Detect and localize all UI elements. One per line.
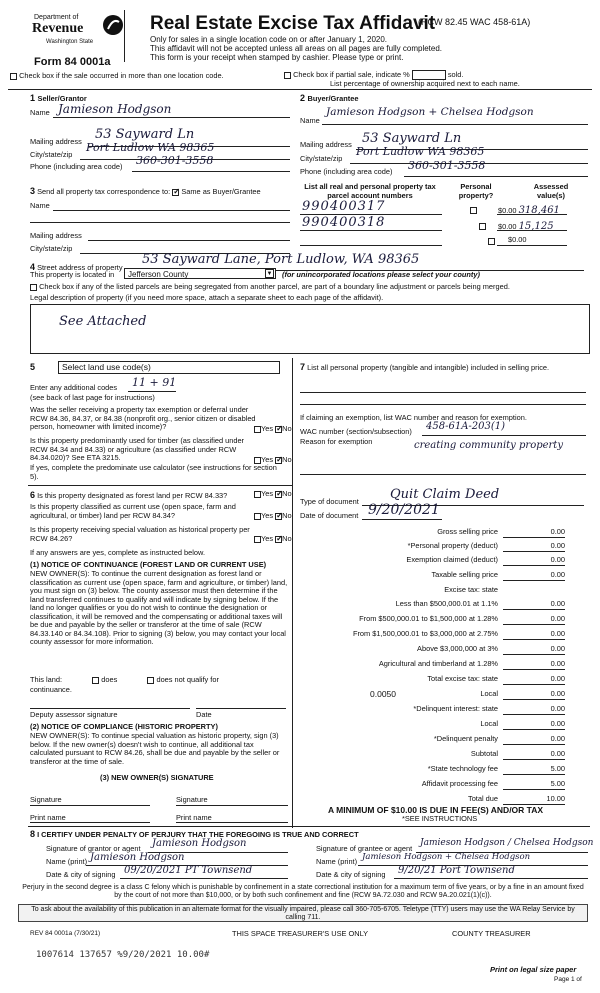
buyer-name[interactable]: Jamieson Hodgson + Chelsea Hodgson [326,106,534,118]
grantor-sig-label: Signature of grantor or agent [46,844,141,853]
sold-label: sold. [447,69,464,79]
additional-codes[interactable]: 11 + 91 [132,376,177,389]
personal-checkbox-3[interactable] [488,238,495,245]
buyer-mailing[interactable]: 53 Sayward Ln [362,131,462,146]
section7-row: 7 List all personal property (tangible and intangible) included in selling price. [300,362,550,372]
calc-label: *Delinquent interest: state [413,704,498,713]
calc-value[interactable]: 0.00 [503,615,565,625]
section3-name-label: Name [30,201,50,210]
calc-row [300,600,568,611]
calc-value[interactable]: 5.00 [503,780,565,790]
calc-value[interactable]: 0.00 [503,660,565,670]
section2-heading: 2 Buyer/Grantee [300,93,359,103]
grantee-date-label: Date & city of signing [316,870,386,879]
seller-city-label: City/state/zip [30,150,73,159]
section5-number: 5 [30,362,36,372]
calc-label: Taxable selling price [431,570,498,579]
notice1-title: (1) NOTICE OF CONTINUANCE (FOREST LAND OR CURRENT USE) [30,560,267,569]
calc-row [300,528,568,539]
calc-value[interactable]: 0.00 [503,542,565,552]
agency-line1: Department of [34,14,79,21]
county-treasurer: COUNTY TREASURER [452,929,531,938]
calc-label: Above $3,000,000 at 3% [417,644,498,653]
agency-line3: Washington State [46,39,94,45]
calc-row [300,645,568,656]
calc-label: Affidavit processing fee [421,779,498,788]
partial-sale-label: Check box if partial sale, indicate % [293,69,410,79]
no-label: No [282,424,292,433]
grantor-name-label: Name (print) [46,857,88,866]
calc-row [300,750,568,761]
county-value: Jefferson County [128,270,189,279]
grantor-date-label: Date & city of signing [46,870,116,879]
forest-yes-checkbox[interactable] [254,491,261,498]
calc-label: Gross selling price [437,527,498,536]
does-not-label: does not qualify for [156,675,219,684]
accessibility-box [18,904,588,922]
county-select[interactable] [124,268,276,279]
doc-date-label: Date of document [300,511,359,520]
special-yes-checkbox[interactable] [254,536,261,543]
list-pct-label: List percentage of ownership acquired next to each name. [330,79,520,88]
header-note3: This form is your receipt when stamped by cashier. Please type or print. [150,53,404,62]
chevron-down-icon: ▼ [266,271,273,277]
section7-label: List all personal property (tangible and intangible) included in selling price. [307,363,550,372]
street-address[interactable]: 53 Sayward Lane, Port Ludlow, WA 98365 [142,252,420,267]
section3-row: 3 Send all property tax correspondence to: ✓ Same as Buyer/Grantee [30,186,261,197]
assessed-hw-1: 318,461 [518,205,560,216]
agency-line2: Revenue [32,21,84,36]
does-label: does [101,675,118,684]
notice2-text: NEW OWNER(S): To continue special valuation as historic property, sign (3) below. If the new owner(s) doesn't wish to continue, all additional tax calculated pursuant to RCW 84.26, shall be due and payable by the seller or transferor at the time of sale. [30,731,280,766]
wac-label: WAC number (section/subsection) [300,427,412,436]
certify-text: I CERTIFY UNDER PENALTY OF PERJURY THAT THE FOREGOING IS TRUE AND CORRECT [37,830,359,839]
current-use-no-checkbox[interactable] [275,513,282,520]
calc-value[interactable]: 10.00 [503,795,565,805]
seller-mailing[interactable]: 53 Sayward Ln [95,127,195,142]
calc-row [300,615,568,626]
assessed-col-header: Assessed value(s) [533,182,569,200]
no-label: No [282,511,292,520]
calc-value[interactable]: 0.00 [503,528,565,538]
current-use-yes-no [254,512,292,521]
assessed-value-3[interactable]: $0.00 [508,235,527,244]
buyer-phone-label: Phone (including area code) [300,167,393,176]
buyer-mailing-label: Mailing address [300,140,352,149]
owner-signature-label-1: Signature [30,795,62,804]
section4-street-row: 4 Street address of property [30,262,123,272]
timber-question: Is this property predominantly used for timber (as classified under RCW 84.34 and 84.33) or agriculture (as classified under RCW 84.34.020)? See ETA 3215. [30,436,245,463]
same-as-buyer-checkbox[interactable] [172,189,179,196]
calc-row [300,780,568,791]
seller-name-label: Name [30,108,50,117]
yes-label: Yes [261,534,274,543]
notice3-title: (3) NEW OWNER(S) SIGNATURE [100,773,214,782]
legal-description-box[interactable] [30,304,590,354]
no-label: No [282,489,292,498]
additional-codes-label: Enter any additional codes [30,383,118,392]
minimum-due: A MINIMUM OF $10.00 IS DUE IN FEE(S) AND/OR TAX [328,805,544,815]
grantor-name[interactable]: Jamieson Hodgson [90,852,185,863]
current-use-question: Is this property classified as current use (open space, farm and agricultural, or timber) land per RCW 84.34? [30,502,236,520]
see-back: (see back of last page for instructions) [30,393,155,402]
doc-type-value[interactable]: Quit Claim Deed [390,487,500,502]
reason-value[interactable]: creating community property [414,440,563,451]
section1-heading: 1 Seller/Grantor [30,93,87,103]
calc-label: *State technology fee [427,764,498,773]
special-no-checkbox[interactable] [275,536,282,543]
if-any-yes: If any answers are yes, complete as instructed below. [30,548,205,557]
partial-sale-checkbox[interactable] [284,72,291,79]
grantee-name-label: Name (print) [316,857,358,866]
county-note: (for unincorporated locations please select your county) [282,270,480,279]
grantee-name[interactable]: Jamieson Hodgson + Chelsea Hodgson [362,852,531,862]
segregated-label: Check box if any of the listed parcels are being segregated from another parcel, are part of a boundary line adjustment or parcels being merged. [39,282,510,291]
located-label: This property is located in [30,270,115,279]
exemption-question: Was the seller receiving a property tax exemption or deferral under RCW 84.36, 84.37, or 84.38 (nonprofit org., senior citizen or disabled person, homeowner with limited income)? [30,405,256,432]
this-land-label: This land: [30,675,63,684]
calc-label: Local [480,719,498,728]
parcel-number-1[interactable]: 990400317 [302,199,386,214]
calc-label: Local [480,689,498,698]
calc-value[interactable]: 0.00 [503,705,565,715]
calc-row [300,556,568,567]
multi-location-row [10,72,224,81]
calc-row [300,630,568,641]
no-label: No [282,534,292,543]
calc-value[interactable]: 0.00 [503,690,565,700]
legal-text: See Attached [59,314,147,329]
calc-label: *Personal property (deduct) [407,541,498,550]
yes-label: Yes [261,511,274,520]
grantee-date[interactable]: 9/20/21 Port Townsend [398,865,515,876]
calc-value[interactable]: 0.00 [503,600,565,610]
calc-value[interactable]: 5.00 [503,765,565,775]
personal-checkbox-2[interactable] [479,223,486,230]
seller-mailing-label: Mailing address [30,137,82,146]
grantor-signature[interactable]: Jamieson Hodgson [152,838,247,849]
cashier-stamp: 1007614 137657 %9/20/2021 10.00# [36,950,210,960]
personal-col-header: Personal property? [458,182,494,200]
doc-type-label: Type of document [300,497,359,506]
calc-row [300,542,568,553]
multi-location-label: Check box if the sale occurred in more than one location code. [19,71,224,80]
section3-mailing-label: Mailing address [30,231,82,240]
parcel-col-header: List all real and personal property tax parcel account numbers [304,182,436,200]
citation: (RCW 82.45 WAC 458-61A) [418,17,531,27]
calc-value[interactable]: 0.00 [503,750,565,760]
section3-label: Send all property tax correspondence to: [37,187,171,196]
same-as-buyer-label: Same as Buyer/Grantee [181,187,261,196]
timber-note: If yes, complete the predominate use calculator (see instructions for section 5). [30,463,277,481]
forest-question: Is this property designated as forest land per RCW 84.33? [37,491,228,500]
calc-row [300,690,568,701]
grantor-date[interactable]: 09/20/2021 PT Townsend [124,865,253,876]
buyer-city-label: City/state/zip [300,154,343,163]
yes-label: Yes [261,424,274,433]
grantee-signature[interactable]: Jamieson Hodgson / Chelsea Hodgson [420,838,594,848]
current-use-yes-checkbox[interactable] [254,513,261,520]
calc-label: Less than $500,000.01 at 1.1% [395,599,498,608]
calc-label: Exemption claimed (deduct) [406,555,498,564]
exemption-yes-checkbox[interactable] [254,426,261,433]
revenue-emblem-icon [102,14,124,36]
header-note2: This affidavit will not be accepted unless all areas on all pages are fully completed. [150,44,443,53]
calc-value[interactable]: 0.00 [503,720,565,730]
calc-row [300,571,568,582]
calc-value[interactable]: 0.00 [503,630,565,640]
segregated-checkbox[interactable] [30,284,37,291]
calc-label: Total excise tax: state [427,674,498,683]
calc-row [300,675,568,686]
calc-row [300,705,568,716]
continuance-label: continuance. [30,685,72,694]
parcel-number-2[interactable]: 990400318 [302,215,386,230]
notice1-text: NEW OWNER(S): To continue the current designation as forest land or classification as current use (open space, farm and agriculture, or timber) land, you must sign on (3) below. The county assessor must then determine if the land transferred continues to qualify and will indicate by signing below. If the land no longer qualifies or you do not wish to continue the designation or classification, it will be removed and the compensating or additional taxes will be due and payable by the seller or transferor at the time of sale (RCW 84.33.140 or 84.34.108). Prior to signing (3) below, you may contact your local county assessor for more information. [30,569,288,647]
yes-label: Yes [261,489,274,498]
treasurer-only: THIS SPACE TREASURER'S USE ONLY [232,929,369,938]
seller-city[interactable]: Port Ludlow WA 98365 [86,141,215,154]
yes-label: Yes [261,455,274,464]
calc-label: Excise tax: state [444,585,498,594]
calc-label: From $500,000.01 to $1,500,000 at 1.28% [359,614,498,623]
calc-value[interactable]: 0.00 [503,735,565,745]
owner-signature-label-2: Signature [176,795,208,804]
exemption-instruction: If claiming an exemption, list WAC number and reason for exemption. [300,413,527,422]
forest-yes-no [254,490,292,499]
segregated-row [30,283,510,292]
seller-phone-label: Phone (including area code) [30,162,123,171]
page-number: Page 1 of [554,976,582,983]
page-title: Real Estate Excise Tax Affidavit [150,13,436,34]
land-use-select[interactable]: Select land use code(s) [58,361,280,374]
calc-value[interactable]: 0.00 [503,675,565,685]
print-on-legal: Print on legal size paper [490,965,577,974]
assessed-prefix-1: $0.00 [498,206,517,215]
calc-label: Total due [468,794,498,803]
wac-value[interactable]: 458-61A-203(1) [426,421,506,432]
exemption-no-checkbox[interactable] [275,426,282,433]
calc-label: From $1,500,000.01 to $3,000,000 at 2.75% [352,629,498,638]
doc-date-value[interactable]: 9/20/2021 [368,502,440,518]
calc-row [300,660,568,671]
multi-location-checkbox[interactable] [10,73,17,80]
deputy-date-label: Date [196,710,212,719]
calc-row [300,735,568,746]
revenue-logo [6,10,124,56]
exemption-yes-no [254,425,292,434]
seller-phone[interactable]: 360-301-3558 [136,154,214,167]
see-instructions: *SEE INSTRUCTIONS [402,814,478,823]
perjury-text [18,884,588,900]
buyer-city[interactable]: Port Ludlow WA 98365 [356,145,485,158]
no-label: No [282,455,292,464]
forest-question-row: 6 Is this property designated as forest land per RCW 84.33? [30,490,228,500]
certify-row: 8 I CERTIFY UNDER PENALTY OF PERJURY THAT THE FOREGOING IS TRUE AND CORRECT [30,829,359,839]
calc-value[interactable]: 0.00 [503,571,565,581]
calc-value[interactable]: 0.00 [503,645,565,655]
owner-print-label-1: Print name [30,813,66,822]
local-rate: 0.0050 [370,689,396,699]
does-checkbox[interactable] [92,677,99,684]
deputy-signature-label: Deputy assessor signature [30,710,118,719]
calc-row [300,720,568,731]
calc-value[interactable]: 0.00 [503,556,565,566]
section3-city-label: City/state/zip [30,244,73,253]
grantee-sig-label: Signature of grantee or agent [316,844,413,853]
does-not-checkbox[interactable] [147,677,154,684]
perjury-statement: Perjury in the second degree is a class C felony which is punishable by confinement in a state correctional institution for a maximum term of five years, or by a fine in an amount fixed by the court of not more than $10,000, or by both such confinement and fine (RCW 9A.72.030 and RCW 9A.20.021(1)(c)). [22,884,584,900]
buyer-phone[interactable]: 360-301-3558 [408,159,486,172]
assessed-prefix-2: $0.00 [498,222,517,231]
calc-label: *Delinquent penalty [433,734,498,743]
calc-row [300,765,568,776]
form-number: Form 84 0001a [34,56,111,68]
forest-no-checkbox[interactable] [275,491,282,498]
legal-label: Legal description of property (if you need more space, attach a separate sheet to each page of the affidavit). [30,293,384,302]
rev-number: REV 84 0001a (7/30/21) [30,930,101,937]
personal-checkbox-1[interactable] [470,207,477,214]
special-yes-no [254,535,292,544]
accessibility-text: To ask about the availability of this publication in an alternate format for the visually impaired, please call 360-705-6705. Teletype (TTY) users may use the WA Relay Service by calling 711. [31,906,575,922]
buyer-name-label: Name [300,116,320,125]
street-label: Street address of property [37,263,123,272]
calc-label: Subtotal [470,749,498,758]
special-question: Is this property receiving special valuation as historical property per RCW 84.26? [30,525,250,543]
calc-label: Agricultural and timberland at 1.28% [378,659,498,668]
owner-print-label-2: Print name [176,813,212,822]
assessed-hw-2: 15,125 [518,221,554,232]
reason-label: Reason for exemption [300,437,373,446]
header-note1: Only for sales in a single location code on or after January 1, 2020. [150,35,388,44]
this-land-row [30,676,219,685]
calc-row [300,586,568,597]
notice2-title: (2) NOTICE OF COMPLIANCE (HISTORIC PROPERTY) [30,722,218,731]
seller-name[interactable]: Jamieson Hodgson [58,102,172,116]
